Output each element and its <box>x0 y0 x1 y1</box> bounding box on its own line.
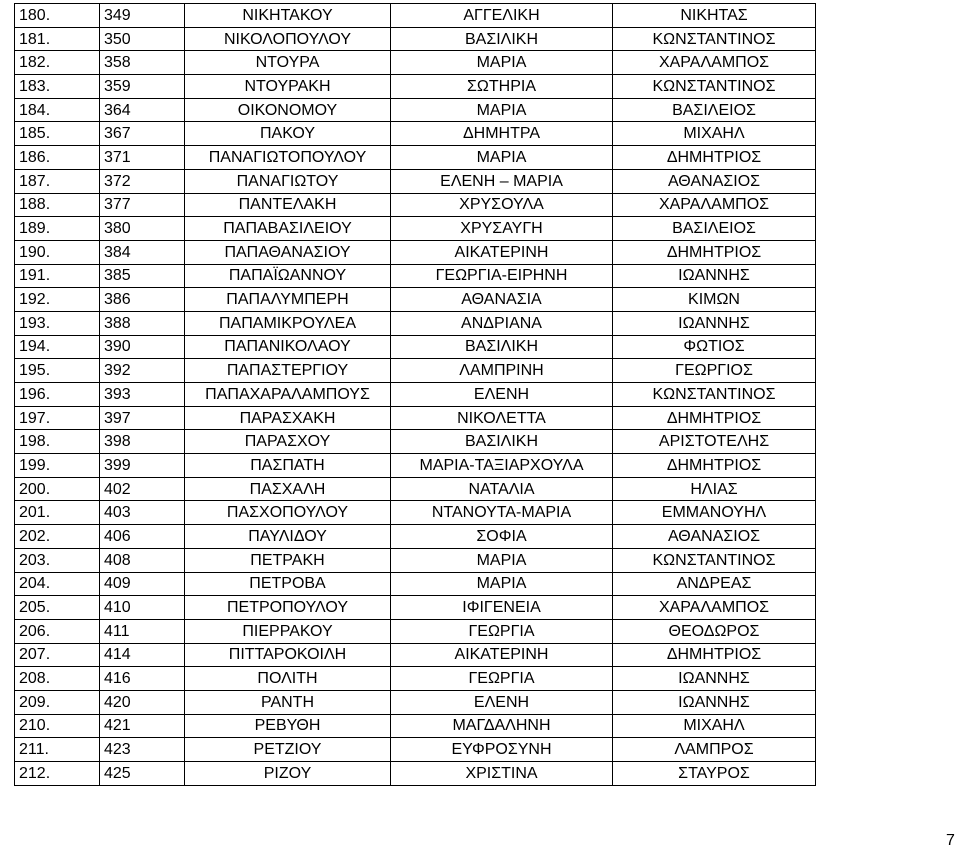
row-index-cell: 201. <box>15 501 100 525</box>
father-name-cell: ΕΜΜΑΝΟΥΗΛ <box>613 501 816 525</box>
surname-cell: ΝΤΟΥΡΑ <box>185 51 391 75</box>
first-name-cell: ΧΡΙΣΤΙΝΑ <box>391 762 613 786</box>
first-name-cell: ΜΑΡΙΑ <box>391 548 613 572</box>
father-name-cell: ΔΗΜΗΤΡΙΟΣ <box>613 643 816 667</box>
surname-cell: ΠΑΣΠΑΤΗ <box>185 454 391 478</box>
row-index-cell: 196. <box>15 383 100 407</box>
row-index-cell: 197. <box>15 406 100 430</box>
registration-number-cell: 406 <box>100 525 185 549</box>
row-index-cell: 192. <box>15 288 100 312</box>
first-name-cell: ΑΙΚΑΤΕΡΙΝΗ <box>391 643 613 667</box>
table-row <box>15 264 816 288</box>
surname-cell: ΠΑΚΟΥ <box>185 122 391 146</box>
registration-number-cell: 349 <box>100 4 185 28</box>
first-name-cell: ΑΘΑΝΑΣΙΑ <box>391 288 613 312</box>
page-number: 7 <box>946 832 955 849</box>
surname-cell: ΠΙΕΡΡΑΚΟΥ <box>185 619 391 643</box>
registration-number-cell: 380 <box>100 217 185 241</box>
surname-cell: ΡΕΤΖΙΟΥ <box>185 738 391 762</box>
first-name-cell: ΛΑΜΠΡΙΝΗ <box>391 359 613 383</box>
roster-body <box>15 4 816 786</box>
row-index-cell: 211. <box>15 738 100 762</box>
first-name-cell: ΑΝΔΡΙΑΝΑ <box>391 311 613 335</box>
first-name-cell: ΣΟΦΙΑ <box>391 525 613 549</box>
surname-cell: ΠΑΝΑΓΙΩΤΟΠΟΥΛΟΥ <box>185 146 391 170</box>
row-index-cell: 181. <box>15 27 100 51</box>
first-name-cell: ΕΛΕΝΗ <box>391 690 613 714</box>
father-name-cell: ΚΩΝΣΤΑΝΤΙΝΟΣ <box>613 383 816 407</box>
first-name-cell: ΧΡΥΣΑΥΓΗ <box>391 217 613 241</box>
registration-number-cell: 384 <box>100 240 185 264</box>
surname-cell: ΝΙΚΗΤΑΚΟΥ <box>185 4 391 28</box>
row-index-cell: 187. <box>15 169 100 193</box>
first-name-cell: ΕΛΕΝΗ <box>391 383 613 407</box>
row-index-cell: 212. <box>15 762 100 786</box>
father-name-cell: ΧΑΡΑΛΑΜΠΟΣ <box>613 193 816 217</box>
row-index-cell: 185. <box>15 122 100 146</box>
father-name-cell: ΚΙΜΩΝ <box>613 288 816 312</box>
first-name-cell: ΣΩΤΗΡΙΑ <box>391 75 613 99</box>
surname-cell: ΡΑΝΤΗ <box>185 690 391 714</box>
registration-number-cell: 416 <box>100 667 185 691</box>
surname-cell: ΠΟΛΙΤΗ <box>185 667 391 691</box>
first-name-cell: ΜΑΓΔΑΛΗΝΗ <box>391 714 613 738</box>
table-row <box>15 525 816 549</box>
father-name-cell: ΣΤΑΥΡΟΣ <box>613 762 816 786</box>
surname-cell: ΡΙΖΟΥ <box>185 762 391 786</box>
table-row <box>15 430 816 454</box>
row-index-cell: 202. <box>15 525 100 549</box>
first-name-cell: ΝΤΑΝΟΥΤΑ-ΜΑΡΙΑ <box>391 501 613 525</box>
first-name-cell: ΝΑΤΑΛΙΑ <box>391 477 613 501</box>
registration-number-cell: 372 <box>100 169 185 193</box>
first-name-cell: ΒΑΣΙΛΙΚΗ <box>391 335 613 359</box>
row-index-cell: 205. <box>15 596 100 620</box>
table-row <box>15 193 816 217</box>
table-row <box>15 359 816 383</box>
table-row <box>15 667 816 691</box>
registration-number-cell: 408 <box>100 548 185 572</box>
father-name-cell: ΘΕΟΔΩΡΟΣ <box>613 619 816 643</box>
table-row <box>15 738 816 762</box>
father-name-cell: ΙΩΑΝΝΗΣ <box>613 690 816 714</box>
registration-number-cell: 385 <box>100 264 185 288</box>
father-name-cell: ΔΗΜΗΤΡΙΟΣ <box>613 406 816 430</box>
table-row <box>15 217 816 241</box>
row-index-cell: 204. <box>15 572 100 596</box>
row-index-cell: 207. <box>15 643 100 667</box>
father-name-cell: ΚΩΝΣΤΑΝΤΙΝΟΣ <box>613 27 816 51</box>
father-name-cell: ΑΡΙΣΤΟΤΕΛΗΣ <box>613 430 816 454</box>
table-row <box>15 75 816 99</box>
surname-cell: ΝΤΟΥΡΑΚΗ <box>185 75 391 99</box>
father-name-cell: ΜΙΧΑΗΛ <box>613 122 816 146</box>
table-row <box>15 4 816 28</box>
registration-number-cell: 414 <box>100 643 185 667</box>
first-name-cell: ΑΓΓΕΛΙΚΗ <box>391 4 613 28</box>
father-name-cell: ΔΗΜΗΤΡΙΟΣ <box>613 454 816 478</box>
first-name-cell: ΑΙΚΑΤΕΡΙΝΗ <box>391 240 613 264</box>
roster-table <box>14 3 816 786</box>
table-row <box>15 98 816 122</box>
row-index-cell: 198. <box>15 430 100 454</box>
row-index-cell: 189. <box>15 217 100 241</box>
surname-cell: ΠΑΠΑΛΥΜΠΕΡΗ <box>185 288 391 312</box>
first-name-cell: ΜΑΡΙΑ-ΤΑΞΙΑΡΧΟΥΛΑ <box>391 454 613 478</box>
table-row <box>15 240 816 264</box>
first-name-cell: ΓΕΩΡΓΙΑ <box>391 619 613 643</box>
first-name-cell: ΒΑΣΙΛΙΚΗ <box>391 430 613 454</box>
registration-number-cell: 386 <box>100 288 185 312</box>
row-index-cell: 203. <box>15 548 100 572</box>
father-name-cell: ΚΩΝΣΤΑΝΤΙΝΟΣ <box>613 75 816 99</box>
father-name-cell: ΔΗΜΗΤΡΙΟΣ <box>613 240 816 264</box>
first-name-cell: ΒΑΣΙΛΙΚΗ <box>391 27 613 51</box>
registration-number-cell: 410 <box>100 596 185 620</box>
registration-number-cell: 409 <box>100 572 185 596</box>
table-row <box>15 169 816 193</box>
row-index-cell: 184. <box>15 98 100 122</box>
first-name-cell: ΙΦΙΓΕΝΕΙΑ <box>391 596 613 620</box>
surname-cell: ΠΑΠΑΧΑΡΑΛΑΜΠΟΥΣ <box>185 383 391 407</box>
table-row <box>15 548 816 572</box>
surname-cell: ΠΑΠΑΪΩΑΝΝΟΥ <box>185 264 391 288</box>
table-row <box>15 288 816 312</box>
father-name-cell: ΒΑΣΙΛΕΙΟΣ <box>613 98 816 122</box>
row-index-cell: 195. <box>15 359 100 383</box>
registration-number-cell: 377 <box>100 193 185 217</box>
row-index-cell: 199. <box>15 454 100 478</box>
table-row <box>15 311 816 335</box>
registration-number-cell: 423 <box>100 738 185 762</box>
father-name-cell: ΙΩΑΝΝΗΣ <box>613 264 816 288</box>
row-index-cell: 206. <box>15 619 100 643</box>
table-row <box>15 714 816 738</box>
first-name-cell: ΧΡΥΣΟΥΛΑ <box>391 193 613 217</box>
table-row <box>15 643 816 667</box>
registration-number-cell: 397 <box>100 406 185 430</box>
registration-number-cell: 425 <box>100 762 185 786</box>
registration-number-cell: 411 <box>100 619 185 643</box>
registration-number-cell: 371 <box>100 146 185 170</box>
registration-number-cell: 392 <box>100 359 185 383</box>
registration-number-cell: 350 <box>100 27 185 51</box>
table-row <box>15 596 816 620</box>
father-name-cell: ΒΑΣΙΛΕΙΟΣ <box>613 217 816 241</box>
surname-cell: ΠΕΤΡΟΠΟΥΛΟΥ <box>185 596 391 620</box>
first-name-cell: ΝΙΚΟΛΕΤΤΑ <box>391 406 613 430</box>
father-name-cell: ΧΑΡΑΛΑΜΠΟΣ <box>613 51 816 75</box>
row-index-cell: 208. <box>15 667 100 691</box>
surname-cell: ΠΑΣΧΑΛΗ <box>185 477 391 501</box>
registration-number-cell: 399 <box>100 454 185 478</box>
row-index-cell: 186. <box>15 146 100 170</box>
row-index-cell: 190. <box>15 240 100 264</box>
father-name-cell: ΧΑΡΑΛΑΜΠΟΣ <box>613 596 816 620</box>
father-name-cell: ΜΙΧΑΗΛ <box>613 714 816 738</box>
registration-number-cell: 390 <box>100 335 185 359</box>
registration-number-cell: 367 <box>100 122 185 146</box>
registration-number-cell: 393 <box>100 383 185 407</box>
surname-cell: ΠΑΠΑΜΙΚΡΟΥΛΕΑ <box>185 311 391 335</box>
row-index-cell: 188. <box>15 193 100 217</box>
surname-cell: ΠΑΠΑΝΙΚΟΛΑΟΥ <box>185 335 391 359</box>
father-name-cell: ΦΩΤΙΟΣ <box>613 335 816 359</box>
row-index-cell: 191. <box>15 264 100 288</box>
table-row <box>15 27 816 51</box>
surname-cell: ΠΑΡΑΣΧΟΥ <box>185 430 391 454</box>
surname-cell: ΠΙΤΤΑΡΟΚΟΙΛΗ <box>185 643 391 667</box>
first-name-cell: ΜΑΡΙΑ <box>391 146 613 170</box>
first-name-cell: ΔΗΜΗΤΡΑ <box>391 122 613 146</box>
surname-cell: ΠΕΤΡΟΒΑ <box>185 572 391 596</box>
table-row <box>15 335 816 359</box>
surname-cell: ΠΑΡΑΣΧΑΚΗ <box>185 406 391 430</box>
row-index-cell: 183. <box>15 75 100 99</box>
registration-number-cell: 398 <box>100 430 185 454</box>
surname-cell: ΠΑΥΛΙΔΟΥ <box>185 525 391 549</box>
surname-cell: ΠΑΠΑΘΑΝΑΣΙΟΥ <box>185 240 391 264</box>
row-index-cell: 193. <box>15 311 100 335</box>
registration-number-cell: 388 <box>100 311 185 335</box>
table-row <box>15 477 816 501</box>
row-index-cell: 200. <box>15 477 100 501</box>
registration-number-cell: 402 <box>100 477 185 501</box>
first-name-cell: ΓΕΩΡΓΙΑ-ΕΙΡΗΝΗ <box>391 264 613 288</box>
table-row <box>15 122 816 146</box>
surname-cell: ΝΙΚΟΛΟΠΟΥΛΟΥ <box>185 27 391 51</box>
row-index-cell: 209. <box>15 690 100 714</box>
table-row <box>15 501 816 525</box>
surname-cell: ΠΑΝΤΕΛΑΚΗ <box>185 193 391 217</box>
first-name-cell: ΜΑΡΙΑ <box>391 98 613 122</box>
registration-number-cell: 420 <box>100 690 185 714</box>
row-index-cell: 194. <box>15 335 100 359</box>
row-index-cell: 210. <box>15 714 100 738</box>
table-row <box>15 454 816 478</box>
row-index-cell: 180. <box>15 4 100 28</box>
father-name-cell: ΙΩΑΝΝΗΣ <box>613 667 816 691</box>
table-row <box>15 762 816 786</box>
father-name-cell: ΛΑΜΠΡΟΣ <box>613 738 816 762</box>
surname-cell: ΠΑΠΑΣΤΕΡΓΙΟΥ <box>185 359 391 383</box>
father-name-cell: ΑΘΑΝΑΣΙΟΣ <box>613 169 816 193</box>
table-row <box>15 146 816 170</box>
father-name-cell: ΚΩΝΣΤΑΝΤΙΝΟΣ <box>613 548 816 572</box>
table-row <box>15 51 816 75</box>
father-name-cell: ΝΙΚΗΤΑΣ <box>613 4 816 28</box>
registration-number-cell: 359 <box>100 75 185 99</box>
father-name-cell: ΔΗΜΗΤΡΙΟΣ <box>613 146 816 170</box>
surname-cell: ΡΕΒΥΘΗ <box>185 714 391 738</box>
father-name-cell: ΗΛΙΑΣ <box>613 477 816 501</box>
row-index-cell: 182. <box>15 51 100 75</box>
surname-cell: ΟΙΚΟΝΟΜΟΥ <box>185 98 391 122</box>
first-name-cell: ΜΑΡΙΑ <box>391 51 613 75</box>
registration-number-cell: 421 <box>100 714 185 738</box>
father-name-cell: ΙΩΑΝΝΗΣ <box>613 311 816 335</box>
table-row <box>15 690 816 714</box>
father-name-cell: ΑΝΔΡΕΑΣ <box>613 572 816 596</box>
surname-cell: ΠΑΣΧΟΠΟΥΛΟΥ <box>185 501 391 525</box>
registration-number-cell: 364 <box>100 98 185 122</box>
father-name-cell: ΑΘΑΝΑΣΙΟΣ <box>613 525 816 549</box>
first-name-cell: ΜΑΡΙΑ <box>391 572 613 596</box>
table-row <box>15 572 816 596</box>
registration-number-cell: 403 <box>100 501 185 525</box>
surname-cell: ΠΕΤΡΑΚΗ <box>185 548 391 572</box>
first-name-cell: ΕΛΕΝΗ – ΜΑΡΙΑ <box>391 169 613 193</box>
table-row <box>15 383 816 407</box>
registration-number-cell: 358 <box>100 51 185 75</box>
first-name-cell: ΓΕΩΡΓΙΑ <box>391 667 613 691</box>
father-name-cell: ΓΕΩΡΓΙΟΣ <box>613 359 816 383</box>
table-row <box>15 406 816 430</box>
table-row <box>15 619 816 643</box>
first-name-cell: ΕΥΦΡΟΣΥΝΗ <box>391 738 613 762</box>
surname-cell: ΠΑΝΑΓΙΩΤΟΥ <box>185 169 391 193</box>
surname-cell: ΠΑΠΑΒΑΣΙΛΕΙΟΥ <box>185 217 391 241</box>
